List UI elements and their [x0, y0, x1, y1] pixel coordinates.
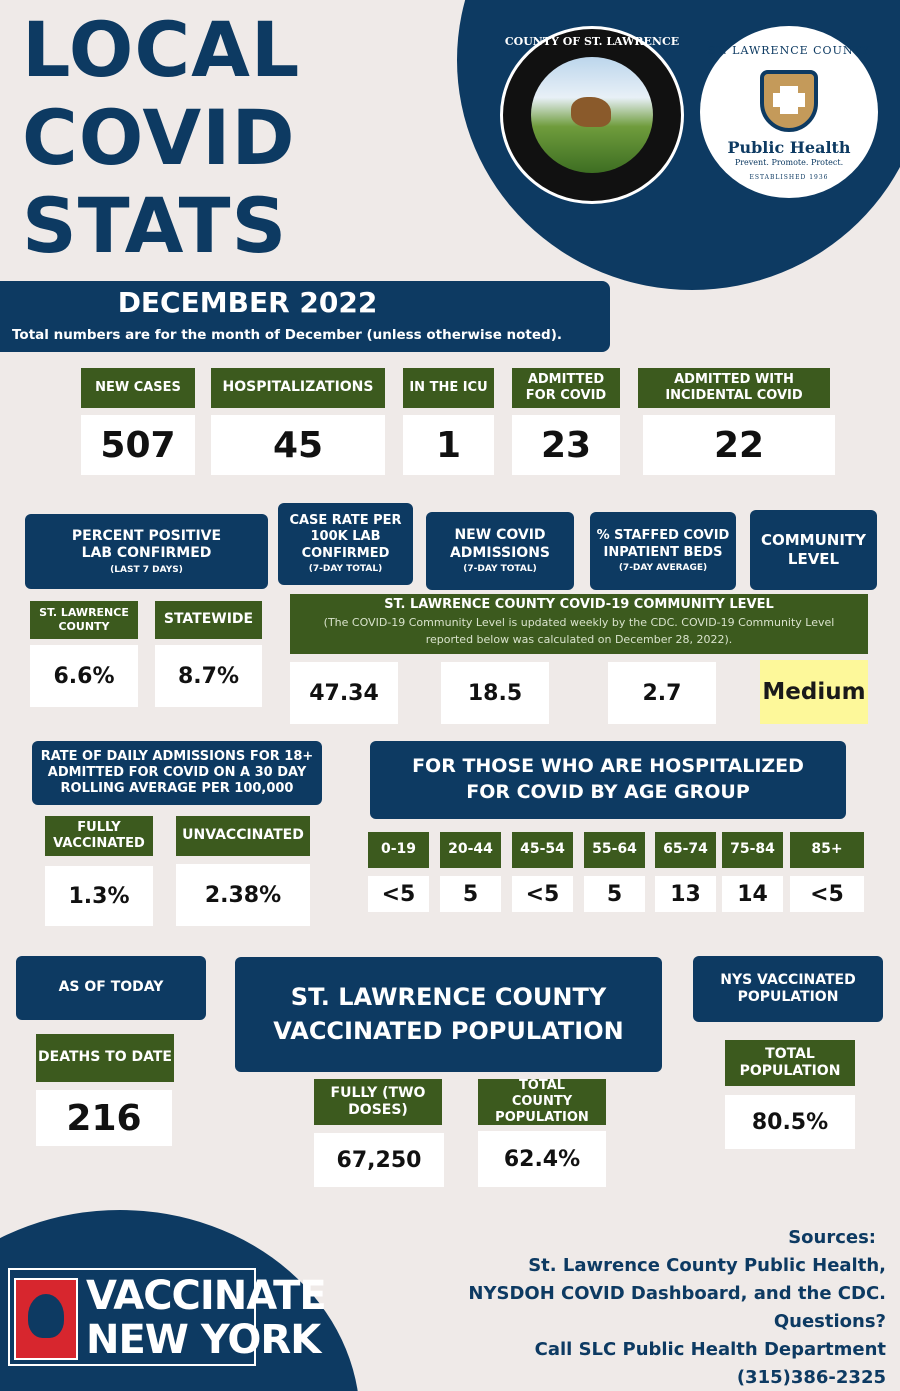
deer-icon [571, 97, 611, 127]
age-group-label: 55-64 [584, 832, 645, 868]
slc-county-label: ST. LAWRENCE COUNTY [30, 601, 138, 639]
age-group-value: <5 [368, 876, 429, 912]
age-group-value: 5 [584, 876, 645, 912]
month-title: DECEMBER 2022 [117, 286, 378, 319]
title-line-3: STATS [22, 181, 288, 270]
flexed-arm-icon [14, 1278, 78, 1360]
percent-positive-header: PERCENT POSITIVE LAB CONFIRMED (LAST 7 DAYS) [25, 514, 268, 589]
new-cases-value: 507 [81, 415, 195, 475]
month-note: Total numbers are for the month of December (unless otherwise noted). [12, 327, 563, 343]
hospitalizations-value: 45 [211, 415, 385, 475]
age-group-header: FOR THOSE WHO ARE HOSPITALIZED FOR COVID BY AGE GROUP [370, 741, 846, 819]
staffed-beds-header: % STAFFED COVID INPATIENT BEDS (7-DAY AVERAGE) [590, 512, 736, 590]
icu-label: IN THE ICU [403, 368, 494, 408]
staffed-beds-value: 2.7 [608, 662, 716, 724]
admitted-incidental-value: 22 [643, 415, 835, 475]
title-line-2: COVID [22, 93, 296, 182]
page-title [22, 6, 300, 270]
hospitalizations-label: HOSPITALIZATIONS [211, 368, 385, 408]
age-group-value: 13 [655, 876, 716, 912]
age-group-label: 0-19 [368, 832, 429, 868]
age-group-label: 65-74 [655, 832, 716, 868]
new-admissions-value: 18.5 [441, 662, 549, 724]
nys-total-pop-value: 80.5% [725, 1095, 855, 1149]
age-group-value: <5 [790, 876, 864, 912]
sources-line: St. Lawrence County Public Health, [528, 1255, 886, 1276]
public-health-tagline: Prevent. Promote. Protect. [734, 158, 844, 167]
title-line-1: LOCAL [22, 5, 301, 94]
unvaccinated-label: UNVACCINATED [176, 816, 310, 856]
sources-line: Questions? [773, 1311, 886, 1332]
deaths-value: 216 [36, 1090, 172, 1146]
deaths-label: DEATHS TO DATE [36, 1034, 174, 1082]
admitted-incidental-label: ADMITTED WITH INCIDENTAL COVID [638, 368, 830, 408]
vaccinate-new-york-logo [8, 1268, 326, 1366]
case-rate-value: 47.34 [290, 662, 398, 724]
age-group-label: 75-84 [722, 832, 783, 868]
age-group-value: <5 [512, 876, 573, 912]
unvaccinated-value: 2.38% [176, 864, 310, 926]
admitted-covid-value: 23 [512, 415, 620, 475]
community-level-banner-note: (The COVID-19 Community Level is updated weekly by the CDC. COVID-19 Community Level reported below was calculated on December 28, 2022). [323, 616, 835, 646]
month-banner [0, 281, 610, 352]
age-group-value: 14 [722, 876, 783, 912]
fully-two-doses-label: FULLY (TWO DOSES) [314, 1079, 442, 1125]
fully-vaccinated-label: FULLY VACCINATED [45, 816, 153, 856]
statewide-label: STATEWIDE [155, 601, 262, 639]
county-seal-scene [531, 57, 653, 173]
public-health-name: Public Health [727, 138, 851, 157]
nys-total-pop-label: TOTAL POPULATION [725, 1040, 855, 1086]
age-group-label: 85+ [790, 832, 864, 868]
total-county-pop-value: 62.4% [478, 1131, 606, 1187]
public-health-ring-text: ST. LAWRENCE COUNTY [707, 44, 871, 57]
statewide-value: 8.7% [155, 645, 262, 707]
slc-county-value: 6.6% [30, 645, 138, 707]
new-admissions-header: NEW COVID ADMISSIONS (7-DAY TOTAL) [426, 512, 574, 590]
nys-vaccinated-header: NYS VACCINATED POPULATION [693, 956, 883, 1022]
county-seal-text: COUNTY OF ST. LAWRENCE [504, 35, 680, 48]
age-group-value: 5 [440, 876, 501, 912]
admitted-covid-label: ADMITTED FOR COVID [512, 368, 620, 408]
public-health-logo [700, 26, 878, 198]
slc-vaccinated-header: ST. LAWRENCE COUNTY VACCINATED POPULATION [235, 957, 662, 1072]
as-of-today-header: AS OF TODAY [16, 956, 206, 1020]
sources-line: (315)386-2325 [736, 1367, 886, 1388]
community-level-header: COMMUNITY LEVEL [750, 510, 877, 590]
sources-line: Call SLC Public Health Department [534, 1339, 886, 1360]
vny-line-2: NEW YORK [86, 1317, 321, 1363]
sources-line: Sources: [788, 1227, 876, 1248]
community-level-banner [290, 594, 868, 654]
age-group-label: 20-44 [440, 832, 501, 868]
sources-text [446, 1224, 886, 1391]
new-cases-label: NEW CASES [81, 368, 195, 408]
total-county-pop-label: TOTAL COUNTY POPULATION [478, 1079, 606, 1125]
icu-value: 1 [403, 415, 494, 475]
community-level-value: Medium [760, 660, 868, 724]
case-rate-header: CASE RATE PER 100K LAB CONFIRMED (7-DAY TOTAL) [278, 503, 413, 585]
county-seal-logo [500, 26, 684, 204]
sources-line: NYSDOH COVID Dashboard, and the CDC. [468, 1283, 886, 1304]
public-health-established: ESTABLISHED 1936 [749, 174, 829, 181]
vny-line-1: VACCINATE [86, 1273, 326, 1319]
age-group-label: 45-54 [512, 832, 573, 868]
fully-vaccinated-value: 1.3% [45, 866, 153, 926]
community-level-banner-title: ST. LAWRENCE COUNTY COVID-19 COMMUNITY LEVEL [384, 597, 774, 612]
shield-cross-icon [760, 70, 818, 132]
rate-daily-admissions-header: RATE OF DAILY ADMISSIONS FOR 18+ ADMITTED FOR COVID ON A 30 DAY ROLLING AVERAGE PER 100,000 [32, 741, 322, 805]
fully-two-doses-value: 67,250 [314, 1133, 444, 1187]
